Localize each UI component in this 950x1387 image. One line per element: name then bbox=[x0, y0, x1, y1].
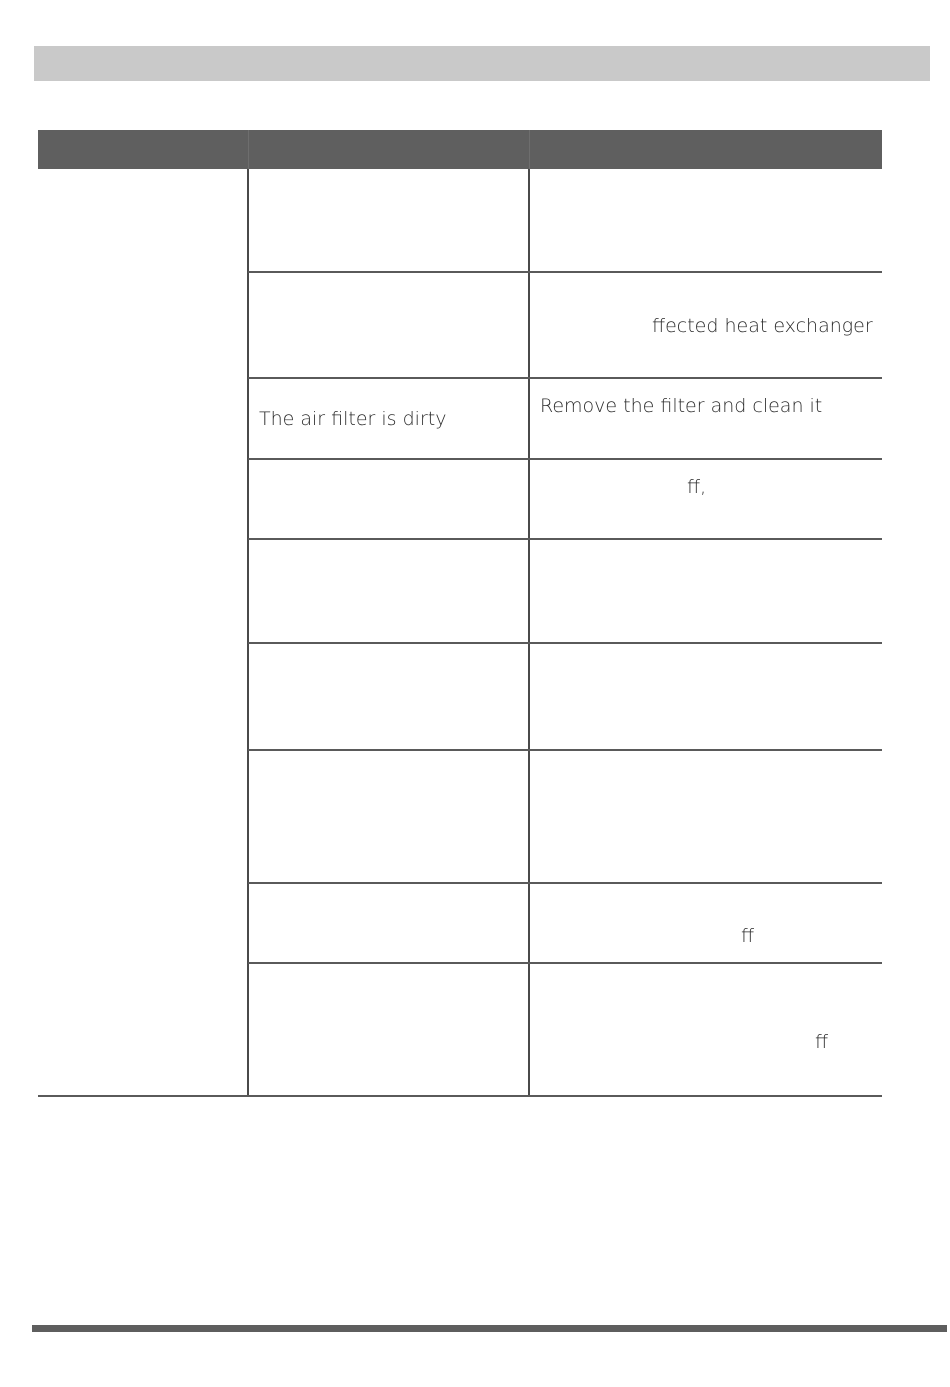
row-divider bbox=[248, 749, 882, 751]
row-divider bbox=[248, 642, 882, 644]
row-divider bbox=[248, 458, 882, 460]
page-footer-bar bbox=[32, 1325, 947, 1332]
row-divider bbox=[248, 377, 882, 379]
page-header-bar bbox=[34, 46, 930, 81]
remedy-cell: ff bbox=[741, 925, 755, 947]
cause-cell: The air filter is dirty bbox=[259, 408, 447, 430]
row-divider bbox=[248, 882, 882, 884]
table-header-row bbox=[38, 130, 882, 169]
column-divider bbox=[528, 169, 530, 1097]
row-divider bbox=[248, 962, 882, 964]
column-divider bbox=[247, 169, 249, 1097]
remedy-cell: ff bbox=[815, 1031, 829, 1053]
remedy-cell: ffected heat exchanger bbox=[652, 315, 873, 337]
row-divider bbox=[248, 538, 882, 540]
remedy-cell: ff, bbox=[687, 476, 707, 498]
remedy-cell: Remove the filter and clean it bbox=[540, 395, 823, 417]
header-divider bbox=[529, 130, 530, 169]
header-divider bbox=[248, 130, 249, 169]
table-bottom-line bbox=[38, 1095, 882, 1097]
row-divider bbox=[248, 271, 882, 273]
